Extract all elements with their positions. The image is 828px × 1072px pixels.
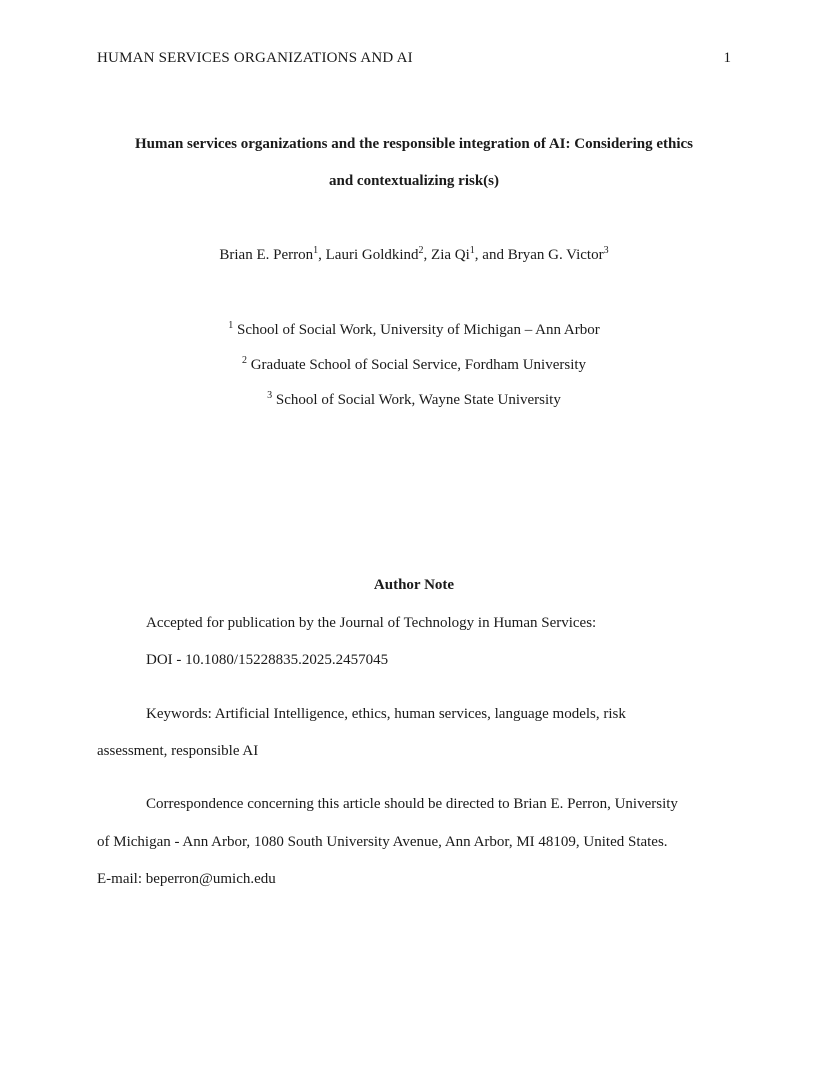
correspondence-email: E-mail: beperron@umich.edu: [97, 871, 276, 887]
keywords-line-1: Keywords: Artificial Intelligence, ethics, human services, language models, risk: [146, 706, 626, 722]
author-name: Bryan G. Victor: [507, 247, 604, 263]
author-affiliation-marker: 1: [313, 245, 319, 256]
author-separator: ,: [423, 247, 432, 263]
affiliation-number: 2: [241, 355, 247, 366]
author-list: [0, 247, 828, 264]
affiliation-text: School of Social Work, Wayne State University: [275, 392, 561, 408]
author-separator: ,: [318, 247, 326, 263]
running-head: HUMAN SERVICES ORGANIZATIONS AND AI: [97, 50, 413, 66]
author-separator: , and: [474, 247, 508, 263]
affiliation-number: 1: [228, 320, 234, 331]
affiliation: [0, 322, 828, 339]
paper-title-line-1: Human services organizations and the responsible integration of AI: Considering ethics: [134, 136, 694, 152]
author-affiliation-marker: 3: [603, 245, 609, 256]
keywords-line-2: assessment, responsible AI: [97, 743, 259, 759]
author-name: Lauri Goldkind: [325, 247, 419, 263]
affiliation: [0, 392, 828, 409]
affiliation: [0, 357, 828, 374]
author-affiliation-marker: 1: [469, 245, 475, 256]
affiliation-text: Graduate School of Social Service, Fordham University: [250, 357, 587, 373]
accepted-statement: Accepted for publication by the Journal of Technology in Human Services:: [146, 615, 597, 631]
author-affiliation-marker: 2: [418, 245, 424, 256]
affiliation-text: School of Social Work, University of Michigan – Ann Arbor: [237, 322, 600, 338]
author-name: Brian E. Perron: [219, 247, 314, 263]
doi-text: DOI - 10.1080/15228835.2025.2457045: [146, 652, 389, 668]
author-name: Zia Qi: [431, 247, 470, 263]
correspondence-line-1: Correspondence concerning this article should be directed to Brian E. Perron, University: [146, 796, 678, 812]
affiliation-number: 3: [267, 390, 273, 401]
author-note-heading: Author Note: [373, 577, 455, 593]
paper-title-line-2: and contextualizing risk(s): [328, 173, 499, 189]
page-number: 1: [723, 50, 731, 66]
correspondence-line-2: of Michigan - Ann Arbor, 1080 South University Avenue, Ann Arbor, MI 48109, United States.: [97, 834, 668, 850]
